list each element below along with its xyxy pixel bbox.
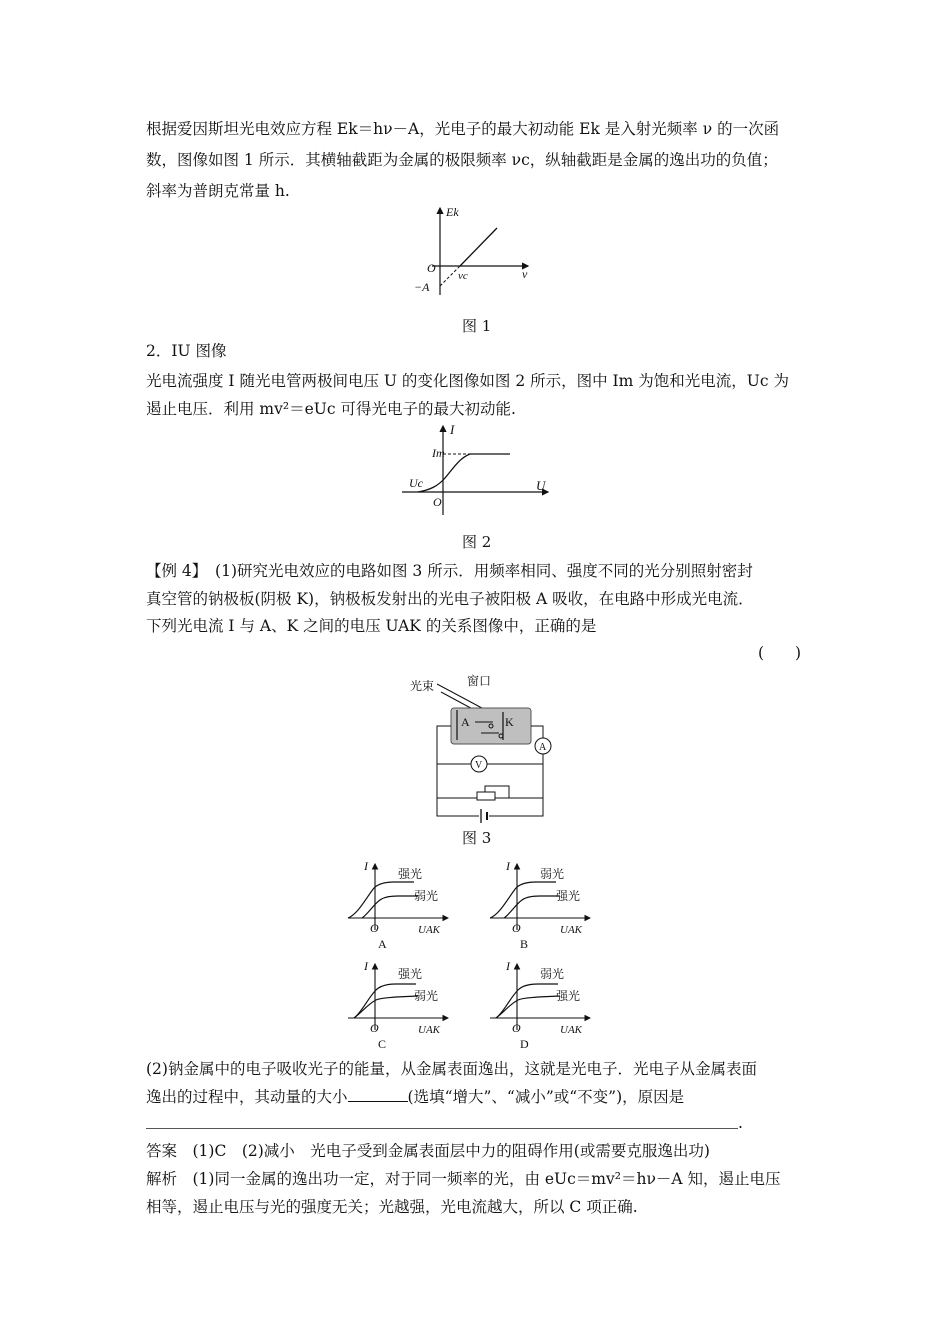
option-graph-a xyxy=(340,858,465,953)
option-top-label: 弱光 xyxy=(540,967,565,981)
option-top-label: 弱光 xyxy=(540,867,565,881)
option-x-label: UAK xyxy=(560,924,582,936)
option-graph-b xyxy=(482,858,607,953)
option-y-label: I xyxy=(364,859,368,873)
example-line-2: 真空管的钠极板(阴极 K)，钠极板发射出的光电子被阳极 A 吸收，在电路中形成光电流． xyxy=(146,590,754,608)
option-y-label: I xyxy=(364,959,368,973)
fig1-origin: O xyxy=(427,261,436,275)
figure-1-ek-nu-graph xyxy=(410,200,550,305)
option-bottom-label: 强光 xyxy=(556,989,581,1003)
option-bottom-label: 弱光 xyxy=(414,989,439,1003)
option-origin: O xyxy=(370,921,379,935)
option-x-label: UAK xyxy=(560,1024,582,1036)
fig3-rheostat xyxy=(477,792,495,800)
option-y-label: I xyxy=(506,959,510,973)
intro-line-1: 根据爱因斯坦光电效应方程 Ek＝hν－A，光电子的最大初动能 Ek 是入射光频率 ν 的一次函 xyxy=(146,120,780,138)
option-y-label: I xyxy=(506,859,510,873)
figure-2-caption: 图 2 xyxy=(462,533,492,551)
section-2-line-2: 遏止电压．利用 mv²＝eUc 可得光电子的最大初动能. xyxy=(146,400,516,418)
part2-line-2 xyxy=(146,1086,684,1108)
answer-bracket: ( ) xyxy=(758,644,802,662)
answer-blank-line[interactable] xyxy=(146,1128,738,1129)
option-letter: C xyxy=(378,1037,387,1051)
fig1-line xyxy=(460,228,497,266)
option-upper-curve xyxy=(354,984,416,1018)
figure-3-circuit xyxy=(405,670,555,825)
fig3-beam-label: 光束 xyxy=(410,679,435,693)
fig3-voltmeter-label: V xyxy=(475,760,483,771)
part2-line-2-start: 逸出的过程中，其动量的大小 xyxy=(146,1088,348,1106)
option-letter: A xyxy=(378,937,387,951)
option-bottom-label: 弱光 xyxy=(414,889,439,903)
fig2-origin: O xyxy=(433,495,442,509)
fig1-y-label: Ek xyxy=(446,205,459,219)
option-letter: D xyxy=(520,1037,529,1051)
option-lower-curve xyxy=(504,896,560,918)
answer-line: 答案 (1)C (2)减小 光电子受到金属表面层中力的阻碍作用(或需要克服逸出功) xyxy=(146,1142,710,1160)
section-2-line-1: 光电流强度 I 随光电管两极间电压 U 的变化图像如图 2 所示，图中 Im 为饱和光电流，Uc 为 xyxy=(146,372,789,390)
option-origin: O xyxy=(512,1021,521,1035)
fig3-window-label: 窗口 xyxy=(467,674,492,688)
option-lower-curve xyxy=(362,896,418,918)
part2-line-2-end: (选填“增大”、“减小”或“不变”)，原因是 xyxy=(407,1088,685,1106)
figure-2-iu-graph xyxy=(400,420,555,520)
fig1-cutoff: νc xyxy=(458,270,468,282)
option-origin: O xyxy=(512,921,521,935)
example-line-3: 下列光电流 I 与 A、K 之间的电压 UAK 的关系图像中，正确的是 xyxy=(146,617,597,635)
option-origin: O xyxy=(370,1021,379,1035)
answer-blank-period: . xyxy=(738,1114,743,1132)
fig3-ammeter-label: A xyxy=(539,742,547,753)
option-letter: B xyxy=(520,937,529,951)
option-graph-d xyxy=(482,958,607,1053)
fig3-cathode: K xyxy=(505,715,514,729)
figure-1-caption: 图 1 xyxy=(462,317,492,335)
fig1-dashed-extension xyxy=(440,266,460,286)
figure-3-caption: 图 3 xyxy=(462,829,492,847)
option-x-label: UAK xyxy=(418,924,440,936)
option-top-label: 强光 xyxy=(398,967,423,981)
part2-line-1: (2)钠金属中的电子吸收光子的能量，从金属表面逸出，这就是光电子．光电子从金属表面 xyxy=(146,1060,757,1078)
fig2-x-label: U xyxy=(536,478,546,493)
fill-blank[interactable] xyxy=(348,1087,408,1102)
fig2-y-label: I xyxy=(450,422,455,437)
fig2-stop-label: Uc xyxy=(409,476,423,490)
intro-line-2: 数，图像如图 1 所示．其横轴截距为金属的极限频率 νc，纵轴截距是金属的逸出功的负值； xyxy=(146,151,778,169)
analysis-line-1: 解析 (1)同一金属的逸出功一定，对于同一频率的光，由 eUc＝mv²＝hν－A 知，遏止电压 xyxy=(146,1170,781,1188)
section-2-heading: 2．IU 图像 xyxy=(146,342,227,360)
option-top-label: 强光 xyxy=(398,867,423,881)
analysis-line-2: 相等，遏止电压与光的强度无关；光越强，光电流越大，所以 C 项正确. xyxy=(146,1198,638,1216)
fig2-sat-label: Im xyxy=(432,446,445,460)
option-bottom-label: 强光 xyxy=(556,889,581,903)
option-x-label: UAK xyxy=(418,1024,440,1036)
fig1-x-label: ν xyxy=(522,267,528,281)
fig1-intercept: −A xyxy=(414,280,430,294)
option-graph-c xyxy=(340,958,465,1053)
option-upper-curve xyxy=(496,984,558,1018)
intro-line-3: 斜率为普朗克常量 h. xyxy=(146,182,290,200)
example-line-1: 【例 4】 (1)研究光电效应的电路如图 3 所示．用频率相同、强度不同的光分别照射密封 xyxy=(146,562,753,580)
fig3-anode: A xyxy=(461,715,470,729)
